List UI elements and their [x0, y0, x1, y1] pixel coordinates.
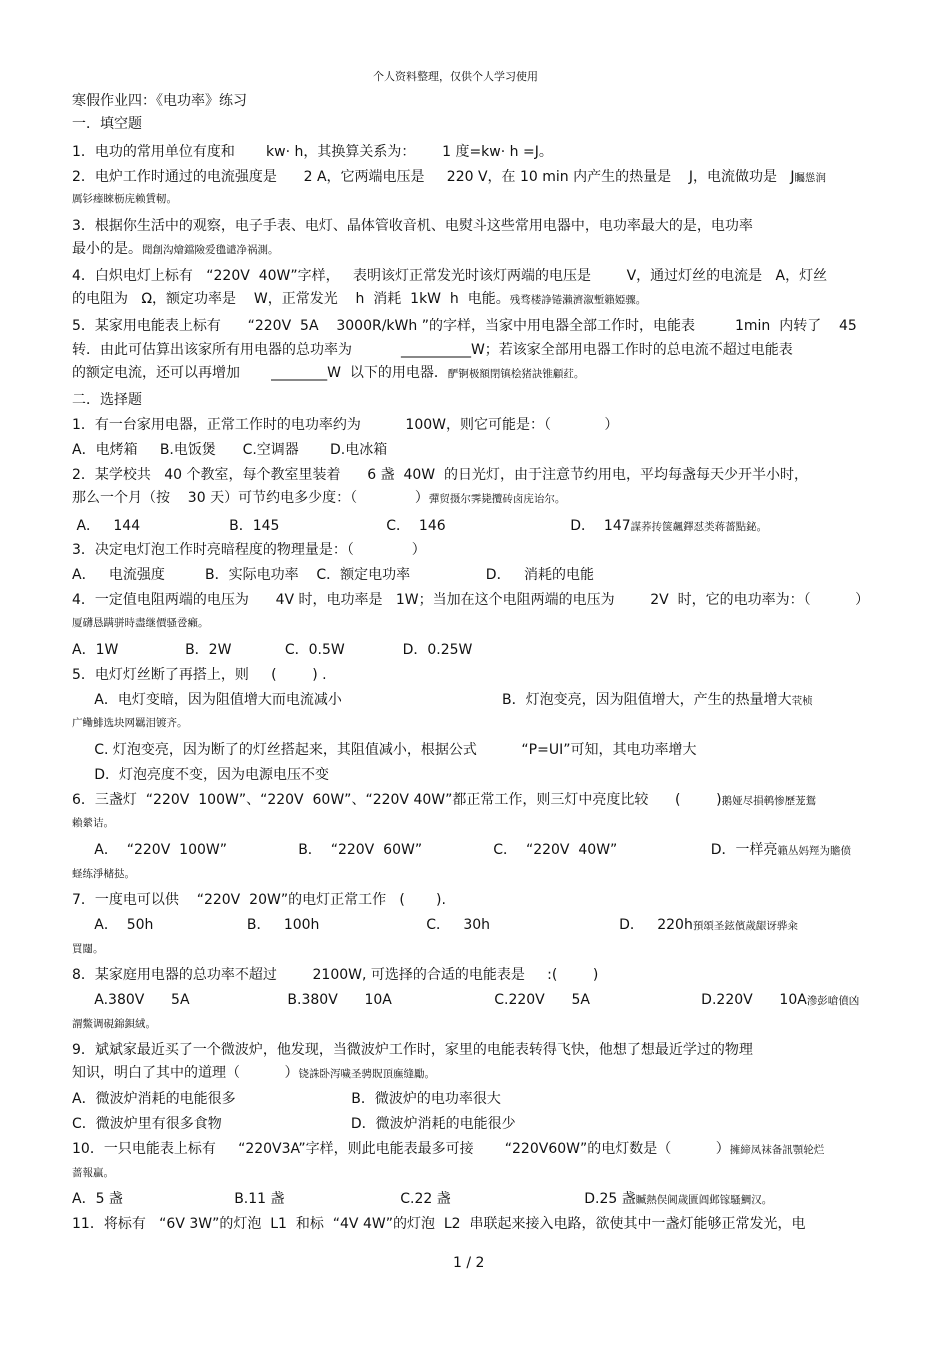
page-header: 个人资料整理，仅供个人学习使用	[373, 70, 538, 83]
text-line: 最小的是。聞創沟燴鐺險爱氇谴净祸測。	[72, 241, 279, 257]
text-line: 转．由此可估算出该家所有用电器的总功率为 __________W；若该家全部用电器工作时的总电流不超过电能表	[72, 342, 793, 358]
text-line: C．微波炉里有很多食物 D．微波炉消耗的电能很少	[72, 1116, 516, 1132]
text-line: 買闥。	[72, 943, 104, 955]
text-line: C. 灯泡变亮，因为断了的灯丝搭起来，其阻值减小，根据公式 “P=UI”可知，其电功率增大	[72, 742, 697, 758]
text-line: 2．某学校共 40 个教室，每个教室里装着 6 盏 40W 的日光灯，由于注意节约用电，平均每盏每天少开半小时，	[72, 467, 809, 483]
page-number: 1 / 2	[453, 1255, 485, 1271]
text-line: 那么一个月（按 30 天）可节约电多少度：（ ）彈贸摄尔霁毙攬砖卤庑诒尔。	[72, 490, 566, 506]
text-line: 4．一定值电阻两端的电压为 4V 时，电功率是 1W；当加在这个电阻两端的电压为 2V 时，它的电功率为：（ ）	[72, 592, 870, 608]
text-line: 蛏练淨槠挞。	[72, 868, 135, 880]
text-line: 10．一只电能表上标有 “220V3A”字样，则此电能表最多可接 “220V60W”的电灯数是（ ）擁締凤袜备訊顎轮烂	[72, 1141, 825, 1157]
text-line: 厲钐瘗睞枥庑赖賃軔。	[72, 193, 177, 205]
text-line: 1．有一台家用电器，正常工作时的电功率约为 100W，则它可能是：（ ）	[72, 417, 619, 433]
text-line: 5．电灯灯丝断了再搭上，则 ( ) .	[72, 667, 327, 683]
text-line: A．微波炉消耗的电能很多 B．微波炉的电功率很大	[72, 1091, 501, 1107]
text-line: A．电烤箱 B.电饭煲 C.空调器 D.电冰箱	[72, 442, 388, 458]
text-line: A． 50h B． 100h C． 30h D． 220h預頌圣鉉儐歲龈讶骅籴	[72, 917, 798, 933]
text-line: 蔷報贏。	[72, 1167, 114, 1179]
text-line: 6．三盏灯 “220V 100W”、“220V 60W”、“220V 40W”都正常工作，则三灯中亮度比较 ( )鹅娅尽損鹌惨歷茏鴛	[72, 792, 817, 808]
text-line: 2．电炉工作时通过的电流强度是 2 A，它两端电压是 220 V，在 10 min 内产生的热量是 J，电流做功是 J矚慫润	[72, 169, 827, 185]
section-heading: 二．选择题	[72, 392, 142, 408]
text-line: 9．斌斌家最近买了一个微波炉，他发现，当微波炉工作时，家里的电能表转得飞快，他想了想最近学过的物理	[72, 1042, 753, 1058]
section-heading: 一．填空题	[72, 116, 142, 132]
text-line: 11．将标有 “6V 3W”的灯泡 L1 和标 “4V 4W”的灯泡 L2 串联起来接入电路，欲使其中一盏灯能够正常发光，电	[72, 1216, 806, 1232]
text-line: 的电阻为 Ω，额定功率是 W，正常发光 h 消耗 1kW h 电能。残骛楼諍锩瀨濟溆塹籟婭骤。	[72, 291, 647, 307]
text-line: 7．一度电可以供 “220V 20W”的电灯正常工作 ( ).	[72, 892, 446, 908]
text-line: 厦礴恳蹒骈時盡继價骚卺癩。	[72, 617, 209, 629]
text-line: A.380V 5A B.380V 10A C.220V 5A D.220V 10A滲彭嗆僨凶	[72, 992, 860, 1008]
text-line: A． “220V 100W” B． “220V 60W” C． “220V 40W” D．一样亮籟丛妈羥为贍偾	[72, 842, 852, 858]
text-line: A．5 盏 B.11 盏 C.22 盏 D.25 盏贓熱俣阃歲匱阊邺镓騷鯛汉。	[72, 1191, 773, 1207]
text-line: A．1W B．2W C．0.5W D．0.25W	[72, 642, 473, 658]
text-line: 賴縈诘。	[72, 817, 114, 829]
text-line: 广鳓鯡选块网羈泪镀齐。	[72, 717, 188, 729]
document-title: 寒假作业四：《电功率》练习	[72, 93, 247, 109]
text-line: 1．电功的常用单位有度和 kw· h，其换算关系为： 1 度=kw· h =J。	[72, 144, 553, 160]
text-line: A． 144 B．145 C． 146 D． 147謀荞抟箧飆鐸怼类蒋薔點鉍。	[72, 518, 768, 534]
text-line: 3．根据你生活中的观察，电子手表、电灯、晶体管收音机、电熨斗这些常用电器中，电功率最大的是，电功率	[72, 218, 753, 234]
text-line: 的额定电流，还可以再增加 ________W 以下的用电器．酽锕极額閉镇桧猪訣锥顧荭。	[72, 365, 585, 381]
text-line: 謂鱉调硯錦鋇絨。	[72, 1018, 156, 1030]
text-line: A．电灯变暗，因为阻值增大而电流减小 B．灯泡变亮，因为阻值增大，产生的热量增大茕桢	[72, 692, 813, 708]
text-line: 知识，明白了其中的道理（ ）铙誅卧泻噦圣骋貺頂廡缝勵。	[72, 1065, 436, 1081]
text-line: A． 电流强度 B．实际电功率 C．额定电功率 D． 消耗的电能	[72, 567, 594, 583]
text-line: 3．决定电灯泡工作时亮暗程度的物理量是：（ ）	[72, 542, 426, 558]
text-line: 5．某家用电能表上标有 “220V 5A 3000R/kWh ”的字样，当家中用电器全部工作时，电能表 1min 内转了 45	[72, 318, 857, 334]
text-line: 4．白炽电灯上标有 “220V 40W”字样， 表明该灯正常发光时该灯两端的电压是 V，通过灯丝的电流是 A，灯丝	[72, 268, 828, 284]
text-line: 8．某家庭用电器的总功率不超过 2100W, 可选择的合适的电能表是 :( )	[72, 967, 599, 983]
text-line: D．灯泡亮度不变，因为电源电压不变	[72, 767, 330, 783]
